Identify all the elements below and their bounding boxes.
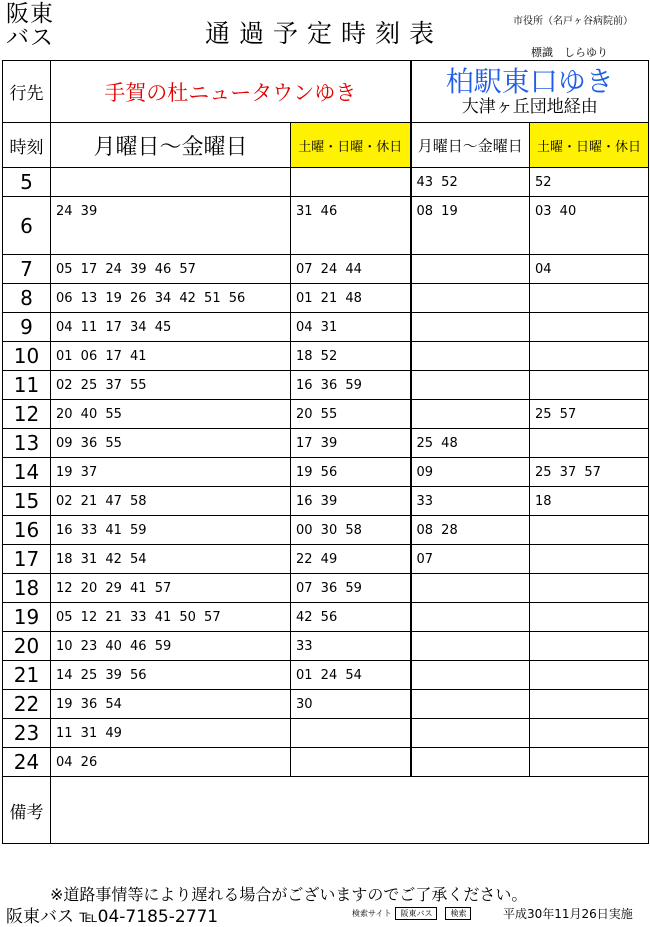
weekday-times-2: 07 (411, 545, 530, 574)
hour-cell: 6 (3, 197, 51, 255)
holiday-times-1: 16 39 (291, 487, 411, 516)
hour-row (3, 748, 649, 777)
hour-cell: 22 (3, 690, 51, 719)
holiday-times-2 (530, 313, 649, 342)
hour-row (3, 255, 649, 284)
weekday-times-2 (411, 574, 530, 603)
holiday-times-1: 42 56 (291, 603, 411, 632)
search-site-label: 検索サイト (352, 909, 392, 918)
hour-cell: 14 (3, 458, 51, 487)
weekday-times-2 (411, 284, 530, 313)
hour-row (3, 661, 649, 690)
weekday-times-2 (411, 313, 530, 342)
holiday-times-2 (530, 719, 649, 748)
holiday-times-1 (291, 719, 411, 748)
hour-cell: 16 (3, 516, 51, 545)
weekday-times-2 (411, 719, 530, 748)
hour-cell: 7 (3, 255, 51, 284)
weekday-times-1: 18 31 42 54 (51, 545, 291, 574)
weekday-times-2: 08 28 (411, 516, 530, 545)
hour-cell: 12 (3, 400, 51, 429)
hour-cell: 13 (3, 429, 51, 458)
weekday-times-1: 01 06 17 41 (51, 342, 291, 371)
weekday-times-1: 05 12 21 33 41 50 57 (51, 603, 291, 632)
weekday-times-2 (411, 342, 530, 371)
holiday-times-2: 03 40 (530, 197, 649, 255)
company-phone: 阪東バス ℡04-7185-2771 (6, 907, 219, 927)
weekday-times-2 (411, 371, 530, 400)
holiday-times-2 (530, 429, 649, 458)
destination-2 (411, 61, 649, 123)
hour-row (3, 632, 649, 661)
holiday-times-2 (530, 342, 649, 371)
hour-cell: 20 (3, 632, 51, 661)
destination-1: 手賀の杜ニュータウンゆき (51, 61, 411, 123)
holiday-times-1: 22 49 (291, 545, 411, 574)
weekday-times-1: 04 11 17 34 45 (51, 313, 291, 342)
company-name-line1: 阪東 (6, 1, 54, 27)
hour-cell: 23 (3, 719, 51, 748)
weekday-times-1: 14 25 39 56 (51, 661, 291, 690)
hour-cell: 9 (3, 313, 51, 342)
weekday-times-2 (411, 748, 530, 777)
search-area (352, 907, 475, 920)
weekday-times-1: 19 37 (51, 458, 291, 487)
weekday-times-2 (411, 661, 530, 690)
weekday-times-1: 09 36 55 (51, 429, 291, 458)
weekday-times-2: 08 19 (411, 197, 530, 255)
weekday-times-2 (411, 603, 530, 632)
destination-2-main: 柏駅東口ゆき (445, 64, 614, 98)
search-button: 検索 (445, 907, 471, 920)
holiday-times-1: 18 52 (291, 342, 411, 371)
hour-row (3, 458, 649, 487)
weekday-times-1: 02 25 37 55 (51, 371, 291, 400)
hour-row (3, 574, 649, 603)
holiday-times-1: 17 39 (291, 429, 411, 458)
stop-marker: 標識 しらゆり (531, 46, 608, 59)
holiday-times-2: 25 37 57 (530, 458, 649, 487)
hour-cell: 18 (3, 574, 51, 603)
weekday-times-2 (411, 632, 530, 661)
hour-cell: 5 (3, 168, 51, 197)
holiday-times-1: 00 30 58 (291, 516, 411, 545)
holiday-times-1: 01 24 54 (291, 661, 411, 690)
weekday-times-1: 04 26 (51, 748, 291, 777)
company-name-line2: バス (6, 25, 54, 51)
hour-cell: 10 (3, 342, 51, 371)
holiday-times-2 (530, 284, 649, 313)
hour-cell: 24 (3, 748, 51, 777)
timetable (2, 60, 649, 844)
weekday-times-1: 10 23 40 46 59 (51, 632, 291, 661)
holiday-times-1: 07 24 44 (291, 255, 411, 284)
hour-row (3, 284, 649, 313)
holiday-times-2: 52 (530, 168, 649, 197)
hour-row (3, 719, 649, 748)
holiday-times-1: 16 36 59 (291, 371, 411, 400)
time-label: 時刻 (3, 123, 51, 168)
holiday-times-2 (530, 516, 649, 545)
hour-row (3, 545, 649, 574)
destination-label: 行先 (3, 61, 51, 123)
weekday-times-1: 11 31 49 (51, 719, 291, 748)
weekday-times-1: 12 20 29 41 57 (51, 574, 291, 603)
hour-row (3, 197, 649, 255)
holiday-times-2 (530, 603, 649, 632)
weekday-times-1: 16 33 41 59 (51, 516, 291, 545)
hour-row (3, 313, 649, 342)
hour-cell: 15 (3, 487, 51, 516)
hour-cell: 21 (3, 661, 51, 690)
weekday-times-1: 02 21 47 58 (51, 487, 291, 516)
page-title: 通過予定時刻表 (205, 19, 444, 48)
hour-cell: 8 (3, 284, 51, 313)
hour-row (3, 516, 649, 545)
holiday-times-1: 31 46 (291, 197, 411, 255)
holiday-times-2 (530, 371, 649, 400)
holiday-times-2 (530, 574, 649, 603)
weekday-header-1: 月曜日～金曜日 (51, 123, 291, 168)
weekday-times-2 (411, 255, 530, 284)
holiday-header-1: 土曜・日曜・休日 (291, 123, 411, 168)
destination-2-via: 大津ヶ丘団地経由 (461, 96, 598, 117)
holiday-times-2 (530, 661, 649, 690)
weekday-times-1 (51, 168, 291, 197)
hour-cell: 19 (3, 603, 51, 632)
weekday-times-2 (411, 690, 530, 719)
holiday-times-1: 30 (291, 690, 411, 719)
weekday-times-1: 20 40 55 (51, 400, 291, 429)
holiday-times-2: 04 (530, 255, 649, 284)
holiday-header-2: 土曜・日曜・休日 (530, 123, 649, 168)
holiday-times-1: 33 (291, 632, 411, 661)
hour-row (3, 400, 649, 429)
holiday-times-2 (530, 632, 649, 661)
holiday-times-2: 18 (530, 487, 649, 516)
holiday-times-1 (291, 748, 411, 777)
weekday-times-1: 24 39 (51, 197, 291, 255)
hour-row (3, 603, 649, 632)
hour-row (3, 371, 649, 400)
weekday-times-2: 43 52 (411, 168, 530, 197)
remarks-label: 備考 (3, 777, 51, 844)
holiday-times-1 (291, 168, 411, 197)
weekday-times-1: 06 13 19 26 34 42 51 56 (51, 284, 291, 313)
stop-name: 市役所（名戸ヶ谷病院前） (513, 16, 633, 27)
weekday-times-2: 33 (411, 487, 530, 516)
weekday-times-2 (411, 400, 530, 429)
weekday-times-1: 05 17 24 39 46 57 (51, 255, 291, 284)
hour-cell: 17 (3, 545, 51, 574)
holiday-times-2: 25 57 (530, 400, 649, 429)
weekday-times-1: 19 36 54 (51, 690, 291, 719)
remarks-cell (51, 777, 649, 844)
holiday-times-2 (530, 545, 649, 574)
weekday-header-2: 月曜日～金曜日 (411, 123, 530, 168)
company-name (6, 2, 54, 50)
hour-row (3, 429, 649, 458)
holiday-times-1: 07 36 59 (291, 574, 411, 603)
holiday-times-1: 19 56 (291, 458, 411, 487)
hour-row (3, 487, 649, 516)
weekday-times-2: 25 48 (411, 429, 530, 458)
delay-notice: ※道路事情等により遅れる場合がございますのでご了承ください。 (50, 885, 528, 904)
hour-row (3, 690, 649, 719)
weekday-times-2: 09 (411, 458, 530, 487)
holiday-times-1: 20 55 (291, 400, 411, 429)
search-box: 阪東バス (395, 907, 437, 920)
holiday-times-1: 01 21 48 (291, 284, 411, 313)
hour-row (3, 342, 649, 371)
hour-cell: 11 (3, 371, 51, 400)
holiday-times-1: 04 31 (291, 313, 411, 342)
holiday-times-2 (530, 748, 649, 777)
effective-date: 平成30年11月26日実施 (503, 907, 633, 921)
holiday-times-2 (530, 690, 649, 719)
hour-row (3, 168, 649, 197)
